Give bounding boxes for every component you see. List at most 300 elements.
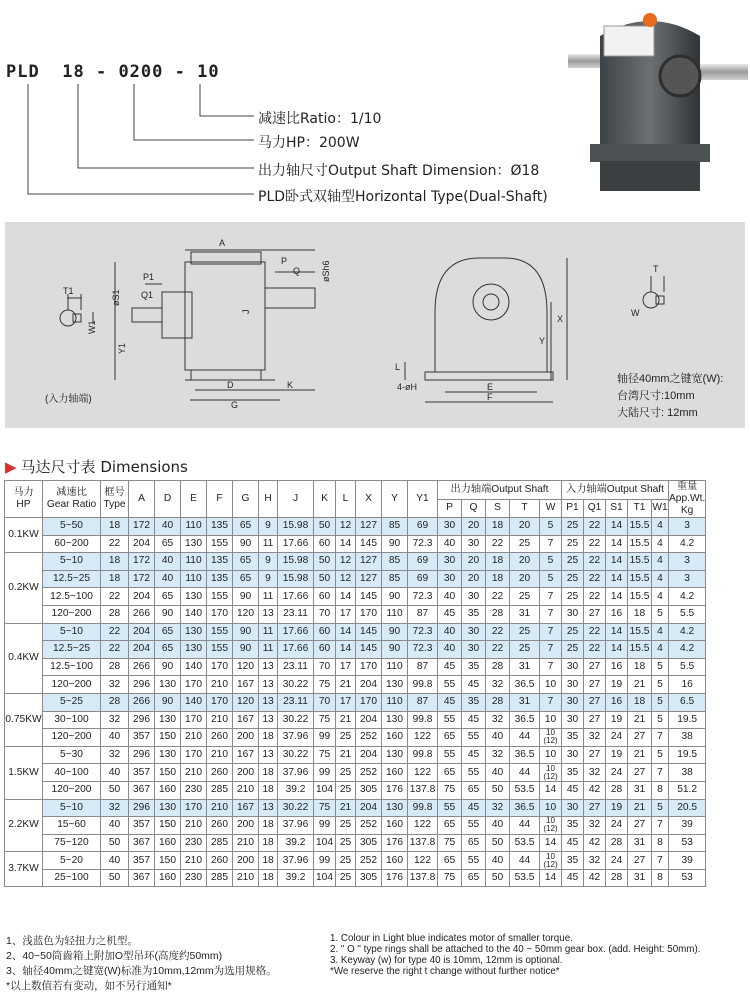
table-cell: 13: [259, 711, 278, 729]
table-cell: 30: [562, 711, 584, 729]
table-cell: 72.3: [408, 535, 438, 553]
table-cell: 39.2: [278, 781, 314, 799]
header-L: L: [336, 481, 356, 518]
table-cell: 31: [628, 869, 652, 887]
table-cell: 31: [628, 781, 652, 799]
table-cell: 28: [606, 869, 628, 887]
table-cell: 40: [486, 764, 510, 782]
table-cell: 36.5: [510, 676, 540, 694]
table-cell: 44: [510, 764, 540, 782]
table-cell: 20: [510, 553, 540, 571]
table-cell: 65: [155, 641, 181, 659]
label-Q: Q: [293, 266, 301, 276]
table-cell: 22: [486, 535, 510, 553]
table-cell: 55: [462, 817, 486, 835]
table-cell: 53.5: [510, 781, 540, 799]
table-cell: 40: [155, 570, 181, 588]
table-cell: 24: [606, 729, 628, 747]
table-cell: 70: [314, 605, 336, 623]
table-cell: 28: [101, 605, 129, 623]
table-row: [5, 693, 706, 711]
table-cell: 35: [462, 693, 486, 711]
table-cell: 14: [606, 641, 628, 659]
header-K: K: [314, 481, 336, 518]
table-cell: 65: [438, 817, 462, 835]
table-cell: 7: [540, 658, 562, 676]
table-cell: 130: [382, 799, 408, 817]
table-cell: 4: [652, 588, 669, 606]
table-cell: 200: [233, 852, 259, 870]
table-cell: 31: [510, 658, 540, 676]
table-cell: 55: [462, 729, 486, 747]
table-cell: 210: [181, 852, 207, 870]
hp-cell: 0.75KW: [5, 693, 43, 746]
table-cell: 90: [233, 535, 259, 553]
table-cell: 230: [181, 781, 207, 799]
table-cell: 130: [155, 711, 181, 729]
table-cell: 5: [540, 553, 562, 571]
table-cell: 39: [669, 852, 706, 870]
table-cell: 130: [181, 623, 207, 641]
table-cell: 305: [356, 781, 382, 799]
label-L: L: [395, 362, 401, 372]
table-cell: 27: [584, 676, 606, 694]
header-Q1: Q1: [584, 499, 606, 518]
table-cell: 8: [652, 834, 669, 852]
label-G: G: [231, 400, 239, 410]
table-cell: 60: [314, 588, 336, 606]
table-cell: 90: [382, 623, 408, 641]
table-cell: 35: [462, 605, 486, 623]
table-cell: 210: [233, 834, 259, 852]
table-cell: 44: [510, 729, 540, 747]
table-cell: 42: [584, 781, 606, 799]
table-cell: 40: [101, 817, 129, 835]
hp-cell: 0.2KW: [5, 553, 43, 623]
table-cell: 69: [408, 570, 438, 588]
table-cell: 252: [356, 817, 382, 835]
table-cell: 160: [155, 869, 181, 887]
table-cell: 32: [101, 799, 129, 817]
table-cell: 120~200: [43, 729, 101, 747]
table-cell: 5: [652, 693, 669, 711]
table-header-row: [5, 481, 706, 500]
table-cell: 10 (12): [540, 764, 562, 782]
table-cell: 30: [462, 641, 486, 659]
table-cell: 36.5: [510, 746, 540, 764]
model-code-leader-lines: [0, 80, 300, 210]
table-cell: 14: [336, 535, 356, 553]
table-cell: 10: [540, 799, 562, 817]
table-cell: 7: [540, 588, 562, 606]
table-cell: 18: [259, 781, 278, 799]
table-cell: 252: [356, 852, 382, 870]
table-cell: 13: [259, 676, 278, 694]
note-en-3: 3. Keyway (w) for type 40 is 10mm, 12mm is optional.: [330, 955, 563, 966]
header-F: F: [207, 481, 233, 518]
table-cell: 70: [314, 658, 336, 676]
table-cell: 15.98: [278, 570, 314, 588]
table-cell: 210: [181, 764, 207, 782]
table-cell: 18: [486, 553, 510, 571]
header-X: X: [356, 481, 382, 518]
table-cell: 18: [101, 553, 129, 571]
table-cell: 53.5: [510, 834, 540, 852]
table-row: [5, 711, 706, 729]
table-cell: 45: [438, 605, 462, 623]
table-cell: 176: [382, 781, 408, 799]
table-cell: 20: [462, 518, 486, 536]
table-cell: 75: [314, 711, 336, 729]
table-cell: 22: [101, 623, 129, 641]
table-cell: 10: [540, 711, 562, 729]
note-cn-2: 2、40~50筒齒箱上附加O型吊环(高度约50mm): [6, 950, 223, 962]
table-cell: 204: [356, 676, 382, 694]
table-cell: 25: [510, 623, 540, 641]
table-cell: 30.22: [278, 676, 314, 694]
table-cell: 252: [356, 764, 382, 782]
table-cell: 30: [562, 676, 584, 694]
table-cell: 40: [101, 764, 129, 782]
table-cell: 45: [438, 658, 462, 676]
table-cell: 19: [606, 676, 628, 694]
table-cell: 30: [562, 658, 584, 676]
table-cell: 18: [101, 518, 129, 536]
table-row: [5, 570, 706, 588]
table-cell: 87: [408, 605, 438, 623]
table-cell: 22: [486, 588, 510, 606]
table-cell: 40: [101, 729, 129, 747]
table-cell: 23.11: [278, 693, 314, 711]
table-cell: 39.2: [278, 834, 314, 852]
table-cell: 65: [438, 764, 462, 782]
header-T: T: [510, 499, 540, 518]
technical-drawing-panel: [5, 222, 745, 428]
header-output-shaft: 出力轴端Output Shaft: [438, 481, 562, 500]
table-cell: 155: [207, 588, 233, 606]
table-row: [5, 676, 706, 694]
table-cell: 14: [336, 623, 356, 641]
table-cell: 17.66: [278, 623, 314, 641]
table-cell: 200: [233, 729, 259, 747]
table-cell: 10 (12): [540, 852, 562, 870]
table-cell: 5: [540, 570, 562, 588]
table-cell: 18: [259, 817, 278, 835]
table-cell: 25~100: [43, 869, 101, 887]
table-cell: 122: [408, 764, 438, 782]
table-cell: 20: [510, 518, 540, 536]
table-cell: 167: [233, 746, 259, 764]
label-W: W: [631, 308, 640, 318]
table-cell: 35: [562, 764, 584, 782]
table-cell: 4: [652, 553, 669, 571]
table-cell: 135: [207, 518, 233, 536]
table-cell: 22: [584, 588, 606, 606]
table-cell: 11: [259, 588, 278, 606]
table-cell: 22: [486, 623, 510, 641]
table-cell: 42: [584, 869, 606, 887]
table-cell: 167: [233, 711, 259, 729]
table-cell: 5.5: [669, 658, 706, 676]
table-cell: 127: [356, 570, 382, 588]
table-cell: 130: [155, 676, 181, 694]
table-cell: 60: [314, 623, 336, 641]
table-cell: 5: [540, 518, 562, 536]
table-cell: 24: [606, 764, 628, 782]
label-J: J: [241, 309, 251, 314]
table-cell: 110: [382, 605, 408, 623]
table-cell: 4: [652, 641, 669, 659]
table-cell: 31: [510, 605, 540, 623]
table-cell: 22: [101, 535, 129, 553]
table-cell: 140: [181, 658, 207, 676]
table-cell: 32: [584, 817, 606, 835]
table-cell: 70: [314, 693, 336, 711]
table-cell: 12: [336, 570, 356, 588]
header-J: J: [278, 481, 314, 518]
table-cell: 72.3: [408, 641, 438, 659]
header-P: P: [438, 499, 462, 518]
table-cell: 305: [356, 869, 382, 887]
legend-type: PLD卧式双轴型Horizontal Type(Dual-Shaft): [258, 189, 548, 205]
table-cell: 305: [356, 834, 382, 852]
table-cell: 176: [382, 869, 408, 887]
table-cell: 110: [181, 570, 207, 588]
table-cell: 19.5: [669, 746, 706, 764]
note-cn-1: 1、浅蓝色为轻扭力之机型。: [6, 935, 138, 947]
label-P: P: [281, 256, 288, 266]
table-cell: 13: [259, 746, 278, 764]
table-cell: 17.66: [278, 641, 314, 659]
table-cell: 27: [584, 658, 606, 676]
table-cell: 30: [562, 799, 584, 817]
table-cell: 12.5~25: [43, 641, 101, 659]
table-cell: 50: [314, 518, 336, 536]
table-cell: 266: [129, 658, 155, 676]
table-cell: 7: [652, 729, 669, 747]
table-cell: 150: [155, 852, 181, 870]
label-K: K: [287, 380, 294, 390]
table-cell: 357: [129, 764, 155, 782]
table-cell: 90: [233, 641, 259, 659]
table-cell: 28: [486, 658, 510, 676]
table-cell: 122: [408, 729, 438, 747]
table-cell: 210: [181, 729, 207, 747]
table-cell: 24: [606, 852, 628, 870]
table-cell: 12: [336, 518, 356, 536]
table-cell: 18: [259, 729, 278, 747]
table-cell: 65: [233, 518, 259, 536]
table-cell: 266: [129, 605, 155, 623]
table-cell: 4: [652, 570, 669, 588]
table-cell: 176: [382, 834, 408, 852]
table-cell: 122: [408, 817, 438, 835]
legend-shaft: 出力轴尺寸Output Shaft Dimension：Ø18: [258, 163, 540, 179]
table-cell: 110: [382, 658, 408, 676]
header-input-shaft: 入力轴端Output Shaft: [562, 481, 669, 500]
table-cell: 5: [652, 605, 669, 623]
table-cell: 99: [314, 817, 336, 835]
table-cell: 30.22: [278, 711, 314, 729]
table-cell: 7: [540, 623, 562, 641]
table-cell: 12.5~100: [43, 658, 101, 676]
table-cell: 15.5: [628, 535, 652, 553]
table-cell: 51.2: [669, 781, 706, 799]
table-cell: 204: [129, 535, 155, 553]
table-cell: 15.98: [278, 553, 314, 571]
code-dash: -: [95, 62, 108, 82]
table-cell: 25: [562, 623, 584, 641]
table-cell: 10: [540, 676, 562, 694]
table-cell: 260: [207, 729, 233, 747]
table-cell: 32: [101, 746, 129, 764]
table-cell: 104: [314, 834, 336, 852]
table-cell: 14: [606, 535, 628, 553]
table-cell: 27: [628, 817, 652, 835]
table-cell: 15.5: [628, 570, 652, 588]
table-cell: 22: [584, 641, 606, 659]
table-cell: 25: [336, 852, 356, 870]
note-cn-4: *以上数值若有变动，如不另行通知*: [6, 980, 172, 992]
table-cell: 7: [540, 535, 562, 553]
table-cell: 5: [652, 711, 669, 729]
table-cell: 15.5: [628, 588, 652, 606]
table-cell: 25: [562, 588, 584, 606]
table-cell: 12.5~25: [43, 570, 101, 588]
table-cell: 18: [486, 518, 510, 536]
table-cell: 170: [181, 711, 207, 729]
table-cell: 90: [233, 623, 259, 641]
table-cell: 210: [207, 711, 233, 729]
table-cell: 65: [155, 535, 181, 553]
table-cell: 5~25: [43, 693, 101, 711]
table-cell: 75: [438, 869, 462, 887]
table-cell: 65: [462, 834, 486, 852]
table-cell: 15.5: [628, 553, 652, 571]
table-cell: 18: [259, 852, 278, 870]
table-cell: 50: [486, 869, 510, 887]
table-cell: 75: [314, 746, 336, 764]
table-cell: 367: [129, 781, 155, 799]
table-cell: 20: [510, 570, 540, 588]
table-cell: 22: [486, 641, 510, 659]
header-S: S: [486, 499, 510, 518]
table-cell: 10: [540, 746, 562, 764]
table-cell: 19: [606, 711, 628, 729]
table-cell: 3: [669, 553, 706, 571]
table-cell: 9: [259, 553, 278, 571]
table-cell: 21: [628, 676, 652, 694]
table-cell: 69: [408, 518, 438, 536]
table-cell: 170: [207, 693, 233, 711]
table-cell: 40: [155, 553, 181, 571]
table-cell: 99: [314, 729, 336, 747]
header-Y: Y: [382, 481, 408, 518]
table-cell: 135: [207, 553, 233, 571]
table-cell: 40: [101, 852, 129, 870]
table-cell: 13: [259, 799, 278, 817]
table-cell: 18: [628, 658, 652, 676]
table-cell: 55: [438, 676, 462, 694]
table-cell: 72.3: [408, 588, 438, 606]
note-en-4: *We reserve the right t change without further notice*: [330, 966, 560, 977]
table-cell: 14: [336, 641, 356, 659]
table-cell: 19.5: [669, 711, 706, 729]
code-frame: 18: [62, 62, 85, 82]
keyway-note-tw: 台湾尺寸:10mm: [617, 390, 695, 402]
table-cell: 140: [181, 605, 207, 623]
table-cell: 357: [129, 729, 155, 747]
table-cell: 22: [101, 641, 129, 659]
table-cell: 172: [129, 570, 155, 588]
table-cell: 32: [584, 764, 606, 782]
table-cell: 20: [462, 553, 486, 571]
table-cell: 204: [356, 746, 382, 764]
label-P1: P1: [143, 272, 155, 282]
table-cell: 210: [181, 817, 207, 835]
table-cell: 130: [382, 746, 408, 764]
label-D: D: [227, 380, 234, 390]
header-T1: T1: [628, 499, 652, 518]
table-cell: 50: [486, 781, 510, 799]
table-cell: 5~10: [43, 623, 101, 641]
section-title: ▶ 马达尺寸表 Dimensions: [5, 458, 188, 476]
table-cell: 19: [606, 746, 628, 764]
triangle-icon: ▶: [5, 458, 17, 476]
table-cell: 170: [356, 658, 382, 676]
table-cell: 23.11: [278, 605, 314, 623]
header-hp: 马力 HP: [5, 481, 43, 518]
table-cell: 155: [207, 623, 233, 641]
table-cell: 37.96: [278, 764, 314, 782]
table-cell: 40: [486, 852, 510, 870]
table-cell: 22: [584, 518, 606, 536]
table-cell: 27: [584, 605, 606, 623]
table-cell: 7: [652, 852, 669, 870]
table-cell: 160: [382, 817, 408, 835]
table-cell: 30: [438, 518, 462, 536]
table-cell: 4.2: [669, 623, 706, 641]
header-ratio: 减速比 Gear Ratio: [43, 481, 101, 518]
table-cell: 18: [628, 693, 652, 711]
table-cell: 7: [540, 641, 562, 659]
table-cell: 137.8: [408, 834, 438, 852]
table-cell: 13: [259, 658, 278, 676]
header-W: W: [540, 499, 562, 518]
table-row: [5, 641, 706, 659]
table-cell: 120~200: [43, 781, 101, 799]
table-cell: 167: [233, 799, 259, 817]
table-cell: 22: [101, 588, 129, 606]
table-cell: 53: [669, 869, 706, 887]
table-cell: 14: [540, 869, 562, 887]
table-cell: 13: [259, 605, 278, 623]
table-cell: 37.96: [278, 729, 314, 747]
table-cell: 27: [584, 693, 606, 711]
header-G: G: [233, 481, 259, 518]
table-cell: 38: [669, 764, 706, 782]
table-cell: 39.2: [278, 869, 314, 887]
table-cell: 85: [382, 570, 408, 588]
table-cell: 28: [486, 605, 510, 623]
table-cell: 120: [233, 605, 259, 623]
table-row: [5, 518, 706, 536]
table-cell: 30: [562, 605, 584, 623]
table-cell: 28: [606, 834, 628, 852]
table-cell: 53.5: [510, 869, 540, 887]
table-cell: 170: [181, 676, 207, 694]
notes-en: [330, 933, 748, 977]
